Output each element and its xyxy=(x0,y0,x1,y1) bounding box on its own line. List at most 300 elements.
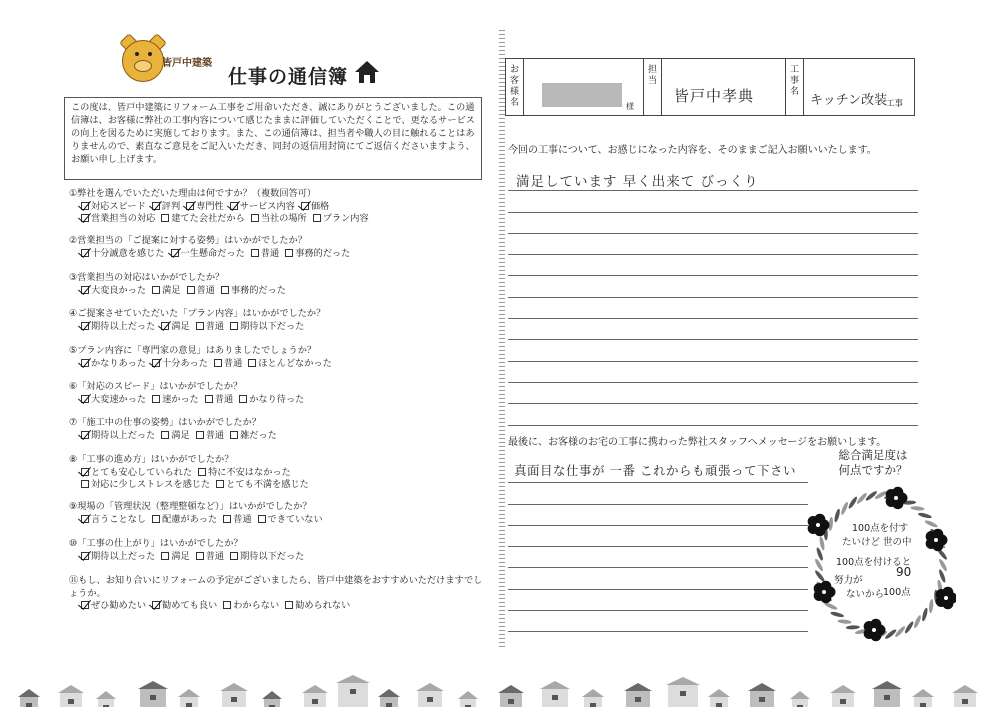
binding-tick xyxy=(499,282,505,283)
house-skyline-decoration xyxy=(0,655,1000,707)
option[interactable] xyxy=(171,248,245,261)
binding-tick xyxy=(499,298,505,299)
binding-tick xyxy=(499,250,505,251)
koji-cell xyxy=(786,59,914,115)
tanto-label: 担 当 xyxy=(644,59,662,115)
binding-marks xyxy=(497,30,507,650)
question-text: ⑨現場の「管理状況（整理整頓など）」はいかがでしたか？ xyxy=(69,501,312,512)
binding-tick xyxy=(499,130,505,131)
checkbox-checked[interactable] xyxy=(81,468,89,476)
binding-tick xyxy=(499,226,505,227)
binding-tick xyxy=(499,526,505,527)
option[interactable] xyxy=(152,514,217,527)
binding-tick xyxy=(499,522,505,523)
option-label: 満足 xyxy=(171,550,190,562)
option[interactable] xyxy=(152,358,208,371)
binding-tick xyxy=(499,570,505,571)
wreath-leaf xyxy=(846,625,860,630)
checkbox[interactable] xyxy=(230,431,238,439)
skyline-house xyxy=(262,691,282,707)
binding-tick xyxy=(499,126,505,127)
checkbox[interactable] xyxy=(196,431,204,439)
checkbox[interactable] xyxy=(152,286,160,294)
question-text: ⑪もし、お知り合いにリフォームの予定がございましたら、皆戸中建築をおすすめいただけますでしょうか。 xyxy=(69,575,483,599)
binding-tick xyxy=(499,426,505,427)
option[interactable] xyxy=(161,551,189,564)
option[interactable] xyxy=(230,551,304,564)
binding-tick xyxy=(499,418,505,419)
checkbox-checked[interactable] xyxy=(152,359,160,367)
binding-tick xyxy=(499,454,505,455)
message-prompt: 最後に、お客様のお宅の工事に携わった弊社スタッフへメッセージをお願いします。 xyxy=(508,437,887,448)
binding-tick xyxy=(499,162,505,163)
option[interactable] xyxy=(223,514,251,527)
option[interactable] xyxy=(81,430,155,443)
option[interactable] xyxy=(223,600,279,613)
binding-tick xyxy=(499,206,505,207)
binding-tick xyxy=(499,318,505,319)
option[interactable] xyxy=(161,321,189,334)
checkbox-checked[interactable] xyxy=(152,202,160,210)
checkbox[interactable] xyxy=(285,601,293,609)
binding-tick xyxy=(499,170,505,171)
option[interactable] xyxy=(152,600,217,613)
checkbox[interactable] xyxy=(81,480,89,488)
binding-tick xyxy=(499,626,505,627)
binding-tick xyxy=(499,378,505,379)
option-label: 価格 xyxy=(310,200,330,212)
question-text: ⑤プラン内容に「専門家の意見」はありましたでしょうか？ xyxy=(69,345,317,356)
checkbox-checked[interactable] xyxy=(230,202,238,210)
option-row xyxy=(69,600,489,613)
skyline-house xyxy=(458,691,478,707)
option[interactable] xyxy=(216,479,309,492)
binding-tick xyxy=(499,410,505,411)
comment-lines xyxy=(508,170,918,426)
binding-tick xyxy=(499,182,505,183)
checkbox-checked[interactable] xyxy=(81,552,89,560)
binding-tick xyxy=(499,422,505,423)
binding-tick xyxy=(499,42,505,43)
option-label: 期待以上だった xyxy=(91,429,156,441)
checkbox[interactable] xyxy=(248,359,256,367)
checkbox-checked[interactable] xyxy=(81,322,89,330)
option[interactable] xyxy=(186,201,224,214)
intro-text: この度は、皆戸中建築にリフォーム工事をご用命いただき、誠にありがとうございました。この通信簿は、お客様に弊社の工事内容について感じたままに評価していただくことで、更なるサービスの向上を図るために実施しております。また、この通信簿は、担当者や職人の目に触れることはありませんので、素直なご意見をご記入いただき、同封の返信用封筒にてご返信くださいますよう、お願い申し上げます。 xyxy=(64,97,482,180)
binding-tick xyxy=(499,578,505,579)
option[interactable] xyxy=(81,285,146,298)
ruled-line xyxy=(508,255,918,276)
binding-tick xyxy=(499,330,505,331)
skyline-house xyxy=(872,681,902,707)
binding-tick xyxy=(499,174,505,175)
option[interactable] xyxy=(81,514,146,527)
option-label: 事務的だった xyxy=(295,247,351,259)
question-4 xyxy=(69,308,489,333)
option[interactable] xyxy=(221,285,286,298)
option[interactable] xyxy=(196,430,224,443)
wreath-leaf xyxy=(819,536,826,551)
option-row xyxy=(69,201,489,214)
binding-tick xyxy=(499,386,505,387)
skyline-house xyxy=(336,675,370,707)
option-label: 勧めても良い xyxy=(162,600,218,611)
score-note-5: ないから xyxy=(846,589,885,600)
binding-tick xyxy=(499,242,505,243)
option-label: 期待以下だった xyxy=(240,550,305,562)
option-row xyxy=(69,213,489,226)
binding-tick xyxy=(499,530,505,531)
checkbox[interactable] xyxy=(205,395,213,403)
customer-name-label: お 客 様 名 xyxy=(506,59,524,115)
ruled-line xyxy=(508,362,918,383)
option[interactable] xyxy=(196,551,224,564)
checkbox-checked[interactable] xyxy=(81,286,89,294)
question-text: ②営業担当の「ご提案に対する姿勢」はいかがでしたか？ xyxy=(69,235,307,246)
ruled-line xyxy=(508,276,918,297)
checkbox-checked[interactable] xyxy=(171,249,179,257)
checkbox[interactable] xyxy=(313,214,321,222)
koji-label: 工 事 名 xyxy=(786,59,804,115)
binding-tick xyxy=(499,542,505,543)
option-label: ぜひ勧めたい xyxy=(91,600,147,611)
option[interactable] xyxy=(81,467,192,480)
option[interactable] xyxy=(239,394,304,407)
binding-tick xyxy=(499,594,505,595)
question-text: ①弊社を選んでいただいた理由は何ですか？（複数回答可） xyxy=(69,188,317,199)
skyline-house xyxy=(138,681,168,707)
option-label: 言うことなし xyxy=(91,513,147,525)
wreath-leaf xyxy=(856,492,868,505)
wreath-leaf xyxy=(837,619,851,624)
option[interactable] xyxy=(251,248,279,261)
skyline-house xyxy=(582,689,604,707)
binding-tick xyxy=(499,518,505,519)
option-label: 速かった xyxy=(162,393,199,405)
option[interactable] xyxy=(230,430,277,443)
option-label: 満足 xyxy=(171,429,190,441)
wreath-leaf xyxy=(865,490,878,502)
checkbox-checked[interactable] xyxy=(81,214,89,222)
binding-tick xyxy=(499,326,505,327)
skyline-house xyxy=(624,683,652,707)
option[interactable] xyxy=(152,394,199,407)
question-text: ③営業担当の対応はいかがでしたか？ xyxy=(69,272,225,283)
option[interactable] xyxy=(81,248,165,261)
option[interactable] xyxy=(81,551,155,564)
binding-tick xyxy=(499,642,505,643)
checkbox[interactable] xyxy=(221,286,229,294)
binding-tick xyxy=(499,186,505,187)
option-label: 普通 xyxy=(205,429,225,441)
binding-tick xyxy=(499,234,505,235)
option-label: かなり待った xyxy=(249,393,305,405)
wreath-leaf xyxy=(913,614,922,628)
skyline-house xyxy=(220,683,248,707)
wreath-leaf xyxy=(918,512,933,519)
binding-tick xyxy=(499,558,505,559)
option[interactable] xyxy=(161,430,189,443)
option-label: できていない xyxy=(267,513,323,525)
checkbox[interactable] xyxy=(223,601,231,609)
binding-tick xyxy=(499,222,505,223)
option-label: 専門性 xyxy=(196,200,224,212)
option[interactable] xyxy=(81,321,155,334)
binding-tick xyxy=(499,414,505,415)
option-row xyxy=(69,358,489,371)
option-row xyxy=(69,467,489,480)
ruled-line xyxy=(508,590,808,611)
question-text: ⑧「工事の進め方」はいかがでしたか？ xyxy=(69,454,234,465)
score-note-2: たいけど 世の中 xyxy=(842,537,912,548)
question-8 xyxy=(69,454,489,492)
question-1 xyxy=(69,188,489,226)
checkbox-checked[interactable] xyxy=(81,359,89,367)
option[interactable] xyxy=(214,358,242,371)
header-table xyxy=(505,58,915,116)
binding-tick xyxy=(499,254,505,255)
binding-tick xyxy=(499,178,505,179)
binding-tick xyxy=(499,438,505,439)
option[interactable] xyxy=(248,358,332,371)
binding-tick xyxy=(499,122,505,123)
wreath-leaf xyxy=(928,599,933,613)
binding-tick xyxy=(499,218,505,219)
checkbox[interactable] xyxy=(196,322,204,330)
binding-tick xyxy=(499,138,505,139)
checkbox[interactable] xyxy=(187,286,195,294)
binding-tick xyxy=(499,538,505,539)
checkbox[interactable] xyxy=(161,552,169,560)
checkbox-checked[interactable] xyxy=(81,249,89,257)
binding-tick xyxy=(499,510,505,511)
binding-tick xyxy=(499,150,505,151)
binding-tick xyxy=(499,614,505,615)
binding-tick xyxy=(499,634,505,635)
skyline-house xyxy=(378,689,400,707)
checkbox[interactable] xyxy=(239,395,247,403)
message-lines xyxy=(508,462,808,632)
checkbox-checked[interactable] xyxy=(161,322,169,330)
binding-tick xyxy=(499,466,505,467)
comment-prompt: 今回の工事について、お感じになった内容を、そのままご記入お願いいたします。 xyxy=(508,145,877,156)
binding-tick xyxy=(499,134,505,135)
ruled-line xyxy=(508,298,918,319)
binding-tick xyxy=(499,550,505,551)
option-label: 営業担当の対応 xyxy=(91,213,156,224)
binding-tick xyxy=(499,366,505,367)
binding-tick xyxy=(499,566,505,567)
binding-tick xyxy=(499,574,505,575)
option[interactable] xyxy=(81,213,155,226)
binding-tick xyxy=(499,602,505,603)
option-label: 事務的だった xyxy=(230,284,286,296)
option-label: プラン内容 xyxy=(322,213,369,224)
option-row xyxy=(69,479,489,492)
binding-tick xyxy=(499,230,505,231)
option[interactable] xyxy=(81,479,210,492)
option[interactable] xyxy=(301,201,329,214)
question-9 xyxy=(69,501,489,526)
binding-tick xyxy=(499,622,505,623)
option[interactable] xyxy=(285,248,350,261)
binding-tick xyxy=(499,354,505,355)
checkbox-checked[interactable] xyxy=(81,395,89,403)
binding-tick xyxy=(499,214,505,215)
checkbox[interactable] xyxy=(223,515,231,523)
option-row xyxy=(69,514,489,527)
skyline-house xyxy=(96,691,116,707)
skyline-house xyxy=(830,685,856,707)
option-label: 特に不安はなかった xyxy=(208,466,291,478)
option[interactable] xyxy=(81,394,146,407)
skyline-house xyxy=(540,681,570,707)
wreath-leaf xyxy=(847,496,858,510)
checkbox-checked[interactable] xyxy=(81,601,89,609)
skyline-house xyxy=(912,689,934,707)
option[interactable] xyxy=(196,321,224,334)
checkbox[interactable] xyxy=(152,515,160,523)
wreath-leaf xyxy=(833,508,840,523)
option[interactable] xyxy=(258,514,323,527)
option-label: わからない xyxy=(233,600,280,611)
ruled-line xyxy=(508,483,808,504)
binding-tick xyxy=(499,590,505,591)
option[interactable] xyxy=(230,201,295,214)
option[interactable] xyxy=(152,201,180,214)
ruled-line xyxy=(508,568,808,589)
option-label: 期待以上だった xyxy=(91,320,156,332)
skyline-house xyxy=(58,685,84,707)
binding-tick xyxy=(499,246,505,247)
wreath-leaf xyxy=(894,625,906,638)
option-label: 期待以上だった xyxy=(91,550,156,562)
binding-tick xyxy=(499,190,505,191)
binding-tick xyxy=(499,630,505,631)
binding-tick xyxy=(499,618,505,619)
option[interactable] xyxy=(81,358,146,371)
binding-tick xyxy=(499,586,505,587)
binding-tick xyxy=(499,266,505,267)
wreath-flower xyxy=(864,619,886,641)
checkbox[interactable] xyxy=(285,249,293,257)
question-11 xyxy=(69,575,489,613)
checkbox[interactable] xyxy=(230,322,238,330)
option[interactable] xyxy=(313,213,369,226)
checkbox-checked[interactable] xyxy=(152,601,160,609)
binding-tick xyxy=(499,434,505,435)
binding-tick xyxy=(499,598,505,599)
option[interactable] xyxy=(81,600,146,613)
option-label: 普通 xyxy=(205,550,225,562)
checkbox[interactable] xyxy=(251,214,259,222)
binding-tick xyxy=(499,118,505,119)
option-row xyxy=(69,248,489,261)
checkbox[interactable] xyxy=(214,359,222,367)
option[interactable] xyxy=(198,467,291,480)
checkbox-checked[interactable] xyxy=(81,515,89,523)
binding-tick xyxy=(499,338,505,339)
option[interactable] xyxy=(81,201,146,214)
binding-tick xyxy=(499,54,505,55)
ruled-line xyxy=(508,234,918,255)
binding-tick xyxy=(499,274,505,275)
checkbox-checked[interactable] xyxy=(81,431,89,439)
option[interactable] xyxy=(205,394,233,407)
option-label: 普通 xyxy=(233,513,252,525)
binding-tick xyxy=(499,402,505,403)
wreath-leaf xyxy=(904,620,915,634)
option-label: とても安心していられた xyxy=(91,466,193,478)
option[interactable] xyxy=(187,285,215,298)
binding-tick xyxy=(499,502,505,503)
option-label: 十分誠意を感じた xyxy=(91,247,165,259)
option-label: 対応スピード xyxy=(91,200,146,212)
checkbox-checked[interactable] xyxy=(186,202,194,210)
option-label: 十分あった xyxy=(162,357,208,369)
binding-tick xyxy=(499,478,505,479)
binding-tick xyxy=(499,202,505,203)
option[interactable] xyxy=(161,213,245,226)
wreath-flower xyxy=(814,581,836,603)
binding-tick xyxy=(499,194,505,195)
binding-tick xyxy=(499,34,505,35)
question-text: ④ご提案させていただいた「プラン内容」はいかがでしたか？ xyxy=(69,308,326,319)
binding-tick xyxy=(499,606,505,607)
wreath-leaf xyxy=(840,501,849,515)
binding-tick xyxy=(499,306,505,307)
option-label: 一生懸命だった xyxy=(180,247,245,259)
wreath-leaf xyxy=(924,519,938,528)
option[interactable] xyxy=(230,321,304,334)
binding-tick xyxy=(499,450,505,451)
checkbox[interactable] xyxy=(196,552,204,560)
checkbox-checked[interactable] xyxy=(301,202,309,210)
option-label: 勧められない xyxy=(295,600,351,611)
checkbox[interactable] xyxy=(216,480,224,488)
binding-tick xyxy=(499,358,505,359)
option-label: かなりあった xyxy=(91,357,147,369)
checkbox[interactable] xyxy=(258,515,266,523)
checkbox[interactable] xyxy=(230,552,238,560)
option-label: とても不満を感じた xyxy=(226,479,309,490)
skyline-house xyxy=(748,683,776,707)
binding-tick xyxy=(499,446,505,447)
wreath-leaf xyxy=(884,628,897,640)
question-5 xyxy=(69,345,489,370)
checkbox[interactable] xyxy=(198,468,206,476)
binding-tick xyxy=(499,158,505,159)
checkbox[interactable] xyxy=(251,249,259,257)
checkbox[interactable] xyxy=(152,395,160,403)
score-label: 総合満足度は 何点ですか？ xyxy=(838,448,908,477)
option-label: 大変速かった xyxy=(91,393,147,405)
option[interactable] xyxy=(251,213,307,226)
checkbox[interactable] xyxy=(161,431,169,439)
binding-tick xyxy=(499,514,505,515)
option[interactable] xyxy=(152,285,180,298)
option-label: 満足 xyxy=(171,320,190,332)
option-label: 普通 xyxy=(205,320,225,332)
binding-tick xyxy=(499,286,505,287)
checkbox[interactable] xyxy=(161,214,169,222)
ruled-line xyxy=(508,505,808,526)
option[interactable] xyxy=(285,600,350,613)
binding-tick xyxy=(499,562,505,563)
binding-tick xyxy=(499,458,505,459)
ruled-line xyxy=(508,404,918,425)
binding-tick xyxy=(499,546,505,547)
